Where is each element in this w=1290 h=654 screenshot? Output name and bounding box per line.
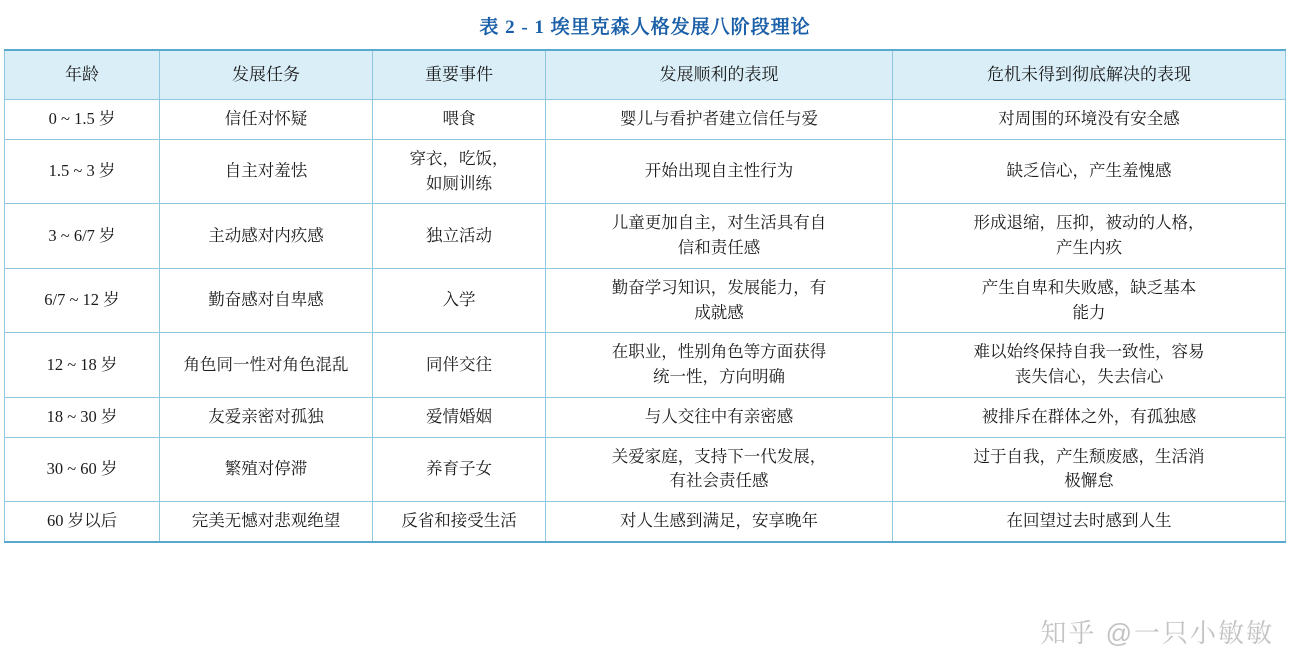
table-row — [5, 204, 1286, 269]
cell-task: 友爱亲密对孤独 — [160, 397, 373, 437]
cell-event: 穿衣，吃饭， 如厕训练 — [373, 139, 546, 204]
cell-age: 1.5 ~ 3 岁 — [5, 139, 160, 204]
cell-event: 爱情婚姻 — [373, 397, 546, 437]
cell-positive-outcome: 婴儿与看护者建立信任与爱 — [546, 100, 893, 140]
cell-unresolved-crisis: 难以始终保持自我一致性，容易 丧失信心，失去信心 — [893, 333, 1286, 398]
table-title: 表 2 - 1 埃里克森人格发展八阶段理论 — [479, 17, 811, 38]
table-header — [5, 50, 1286, 100]
cell-positive-outcome: 儿童更加自主，对生活具有自 信和责任感 — [546, 204, 893, 269]
cell-age: 0 ~ 1.5 岁 — [5, 100, 160, 140]
cell-positive-outcome: 勤奋学习知识，发展能力，有 成就感 — [546, 268, 893, 333]
cell-task: 信任对怀疑 — [160, 100, 373, 140]
watermark: 知乎 @一只小敏敏 — [1040, 618, 1274, 648]
table-row — [5, 397, 1286, 437]
cell-positive-outcome: 在职业，性别角色等方面获得 统一性，方向明确 — [546, 333, 893, 398]
cell-unresolved-crisis: 产生自卑和失败感，缺乏基本 能力 — [893, 268, 1286, 333]
cell-event: 养育子女 — [373, 437, 546, 502]
cell-unresolved-crisis: 过于自我，产生颓废感，生活消 极懈怠 — [893, 437, 1286, 502]
cell-positive-outcome: 关爱家庭，支持下一代发展， 有社会责任感 — [546, 437, 893, 502]
cell-age: 12 ~ 18 岁 — [5, 333, 160, 398]
cell-event: 反省和接受生活 — [373, 502, 546, 542]
cell-age: 60 岁以后 — [5, 502, 160, 542]
cell-event: 入学 — [373, 268, 546, 333]
cell-task: 繁殖对停滞 — [160, 437, 373, 502]
cell-positive-outcome: 对人生感到满足，安享晚年 — [546, 502, 893, 542]
cell-unresolved-crisis: 对周围的环境没有安全感 — [893, 100, 1286, 140]
cell-age: 3 ~ 6/7 岁 — [5, 204, 160, 269]
table-row — [5, 139, 1286, 204]
cell-age: 6/7 ~ 12 岁 — [5, 268, 160, 333]
cell-task: 主动感对内疚感 — [160, 204, 373, 269]
column-header-unresolved-crisis: 危机未得到彻底解决的表现 — [893, 50, 1286, 100]
cell-task: 角色同一性对角色混乱 — [160, 333, 373, 398]
cell-unresolved-crisis: 缺乏信心，产生羞愧感 — [893, 139, 1286, 204]
column-header-age: 年龄 — [5, 50, 160, 100]
cell-positive-outcome: 开始出现自主性行为 — [546, 139, 893, 204]
cell-task: 完美无憾对悲观绝望 — [160, 502, 373, 542]
cell-unresolved-crisis: 被排斥在群体之外，有孤独感 — [893, 397, 1286, 437]
table-row — [5, 268, 1286, 333]
cell-task: 自主对羞怯 — [160, 139, 373, 204]
table-header-row — [5, 50, 1286, 100]
table-row — [5, 100, 1286, 140]
column-header-positive-outcome: 发展顺利的表现 — [546, 50, 893, 100]
table-row — [5, 502, 1286, 542]
table-body — [5, 100, 1286, 542]
column-header-task: 发展任务 — [160, 50, 373, 100]
cell-positive-outcome: 与人交往中有亲密感 — [546, 397, 893, 437]
table-row — [5, 333, 1286, 398]
table-row — [5, 437, 1286, 502]
cell-age: 30 ~ 60 岁 — [5, 437, 160, 502]
cell-age: 18 ~ 30 岁 — [5, 397, 160, 437]
cell-unresolved-crisis: 形成退缩，压抑，被动的人格， 产生内疚 — [893, 204, 1286, 269]
cell-unresolved-crisis: 在回望过去时感到人生 — [893, 502, 1286, 542]
column-header-event: 重要事件 — [373, 50, 546, 100]
cell-event: 独立活动 — [373, 204, 546, 269]
erikson-stages-table — [4, 49, 1286, 543]
cell-task: 勤奋感对自卑感 — [160, 268, 373, 333]
cell-event: 喂食 — [373, 100, 546, 140]
cell-event: 同伴交往 — [373, 333, 546, 398]
